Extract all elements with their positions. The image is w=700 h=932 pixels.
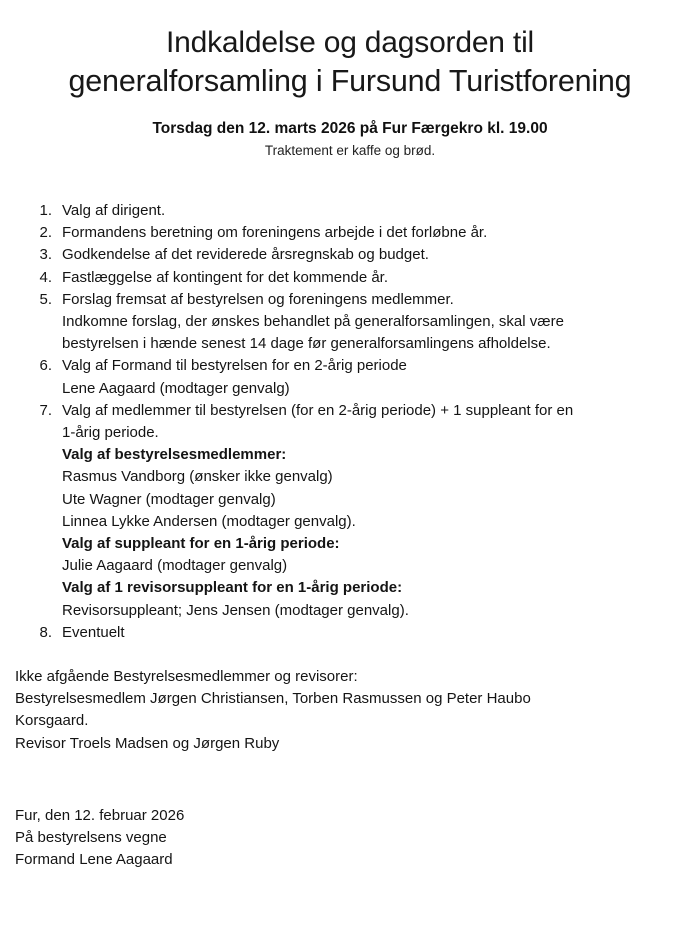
- agenda-item-line: Valg af medlemmer til bestyrelsen (for en 2-årig periode) + 1 suppleant for en: [62, 401, 574, 419]
- agenda-item-line: Forslag fremsat af bestyrelsen og foreningens medlemmer.: [62, 290, 454, 308]
- agenda-item: [0, 200, 700, 222]
- signature-block: [0, 805, 700, 872]
- closing-line: Korsgaard.: [15, 712, 89, 730]
- agenda-item-line: 1-årig periode.: [62, 424, 159, 442]
- agenda-item: [0, 289, 700, 356]
- agenda-item: [0, 622, 700, 644]
- agenda-item-number: 7.: [39, 401, 52, 419]
- agenda-item-line: Valg af dirigent.: [62, 202, 166, 219]
- meeting-datetime: Torsdag den 12. marts 2026 på Fur Færgekro kl. 19.00: [152, 120, 548, 137]
- signature-line: Fur, den 12. februar 2026: [15, 806, 185, 824]
- agenda-item-number: 1.: [39, 202, 52, 219]
- closing-line: Bestyrelsesmedlem Jørgen Christiansen, Torben Rasmussen og Peter Haubo: [15, 690, 531, 708]
- page-title: [0, 0, 700, 100]
- agenda-item-line: Fastlæggelse af kontingent for det kommende år.: [62, 268, 389, 286]
- agenda-item-line: Rasmus Vandborg (ønsker ikke genvalg): [62, 468, 333, 486]
- agenda-item-number: 2.: [39, 224, 52, 242]
- agenda-item-number: 3.: [39, 246, 52, 264]
- meeting-details: [0, 118, 700, 162]
- page-title-line-2: generalforsamling i Fursund Turistforening: [68, 64, 632, 98]
- agenda-item-line: Indkomne forslag, der ønskes behandlet på generalforsamlingen, skal være: [62, 313, 564, 331]
- agenda-item-number: 6.: [39, 357, 52, 375]
- agenda-list: [0, 200, 700, 644]
- agenda-item-line: Valg af Formand til bestyrelsen for en 2-årig periode: [62, 357, 407, 375]
- continuing-board-members: [0, 666, 700, 755]
- agenda-item: [0, 400, 700, 622]
- refreshments-note: Traktement er kaffe og brød.: [264, 143, 436, 158]
- agenda-item: [0, 267, 700, 289]
- agenda-item: [0, 222, 700, 244]
- agenda-item: [0, 244, 700, 266]
- agenda-item-line: Julie Aagaard (modtager genvalg): [62, 557, 288, 575]
- signature-line: Formand Lene Aagaard: [15, 851, 173, 869]
- agenda-item-number: 8.: [39, 623, 52, 641]
- agenda-item-line: Linnea Lykke Andersen (modtager genvalg).: [62, 512, 356, 530]
- agenda-item-line: Revisorsuppleant; Jens Jensen (modtager genvalg).: [62, 601, 409, 619]
- agenda-item-line: Ute Wagner (modtager genvalg): [62, 490, 276, 508]
- agenda-item-line: bestyrelsen i hænde senest 14 dage før generalforsamlingens afholdelse.: [62, 335, 551, 353]
- agenda-item: [0, 355, 700, 399]
- agenda-subheading: Valg af suppleant for en 1-årig periode:: [62, 535, 340, 553]
- agenda-item-line: Lene Aagaard (modtager genvalg): [62, 379, 290, 397]
- agenda-item-number: 4.: [39, 268, 52, 286]
- agenda-item-line: Godkendelse af det reviderede årsregnskab og budget.: [62, 246, 429, 264]
- closing-line: Ikke afgående Bestyrelsesmedlemmer og revisorer:: [15, 668, 358, 686]
- agenda-item-line: Eventuelt: [62, 623, 125, 641]
- agenda-item-number: 5.: [39, 290, 52, 308]
- agenda-subheading: Valg af 1 revisorsuppleant for en 1-årig periode:: [62, 579, 403, 597]
- closing-line: Revisor Troels Madsen og Jørgen Ruby: [15, 734, 280, 752]
- page-title-line-1: Indkaldelse og dagsorden til: [166, 26, 534, 59]
- signature-line: På bestyrelsens vegne: [15, 829, 167, 847]
- agenda-subheading: Valg af bestyrelsesmedlemmer:: [62, 446, 287, 464]
- agenda-item-line: Formandens beretning om foreningens arbejde i det forløbne år.: [62, 224, 488, 242]
